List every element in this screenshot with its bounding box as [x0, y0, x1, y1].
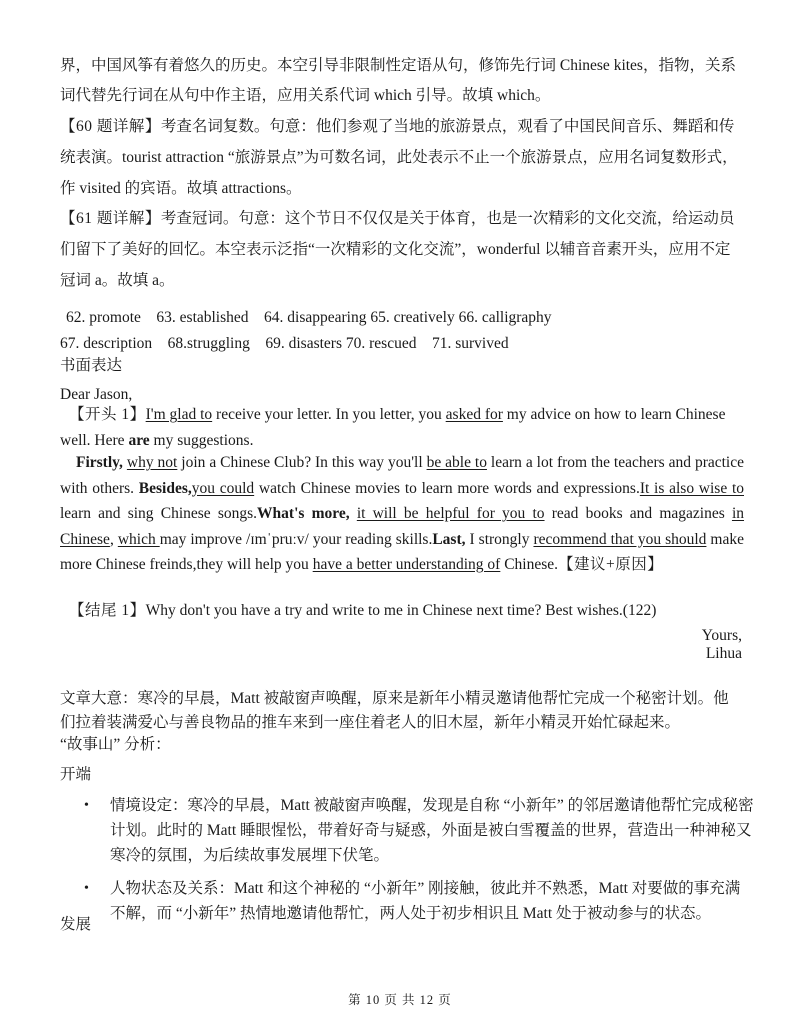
story-summary-line-2: 们拉着装满爱心与善良物品的推车来到一座住着老人的旧木屋，新年小精灵开始忙碌起来。 — [60, 714, 681, 731]
stage-beginning-title: 开端 — [60, 766, 92, 783]
letter-closing: 【结尾 1】Why don't you have a try and write to me in Chinese next time? Best wishes.(122) — [69, 602, 657, 619]
analysis-60-line-2: 统表演。tourist attraction “旅游景点”为可数名词，此处表示不止一个旅游景点，应用名词复数形式， — [60, 149, 738, 166]
answer-key-row-2: 67. description 68.struggling 69. disasters 70. rescued 71. survived — [60, 335, 509, 352]
analysis-59-line-1: 界，中国风筝有着悠久的历史。本空引导非限制性定语从句，修饰先行词 Chinese kites，指物，关系 — [60, 57, 736, 74]
bullet-icon: • — [84, 881, 89, 896]
bullet-icon: • — [84, 798, 89, 813]
analysis-61-line-3: 冠词 a。故填 a。 — [60, 272, 175, 289]
letter-salutation: Dear Jason, — [60, 386, 133, 403]
answer-key-row-1: 62. promote 63. established 64. disappearing 65. creatively 66. calligraphy — [66, 309, 552, 326]
stage-development-title: 发展 — [60, 916, 92, 933]
analysis-59-line-2: 词代替先行词在从句中作主语，应用关系代词 which 引导。故填 which。 — [60, 87, 551, 104]
story-mountain-label: “故事山” 分析： — [60, 736, 171, 753]
list-item: • 人物状态及关系：Matt 和这个神秘的 “小新年” 刚接触，彼此并不熟悉，Matt 对要做的事充满不解，而 “小新年” 热情地邀请他帮忙，两人处于初步相识且 Matt 处于被动参与的状态。 — [82, 876, 754, 926]
analysis-60-line-3: 作 visited 的宾语。故填 attractions。 — [60, 180, 302, 197]
analysis-60-tag: 【60 题详解】 — [60, 118, 161, 135]
analysis-61-line-1: 【61 题详解】考查冠词。句意：这个节日不仅仅是关于体育，也是一次精彩的文化交流，给运动员 — [60, 210, 735, 227]
letter-sign-off: Yours, — [701, 627, 742, 644]
writing-section-title: 书面表达 — [60, 357, 123, 374]
analysis-61-line-2: 们留下了美好的回忆。本空表示泛指“一次精彩的文化交流”，wonderful 以辅音音素开头，应用不定 — [60, 241, 731, 258]
analysis-60-line-1: 【60 题详解】考查名词复数。句意：他们参观了当地的旅游景点，观看了中国民间音乐、舞蹈和传 — [60, 118, 735, 135]
letter-opening-paragraph: 【开头 1】I'm glad to receive your letter. In you letter, you asked for my advice on how to learn Chinese well. Here are my suggestions. — [60, 406, 726, 449]
beginning-analysis-list — [82, 793, 754, 934]
list-item: • 情境设定：寒冷的早晨，Matt 被敲窗声唤醒，发现是自称 “小新年” 的邻居邀请他帮忙完成秘密计划。此时的 Matt 睡眼惺忪，带着好奇与疑惑，外面是被白雪覆盖的世界，营造出一种神秘又寒冷的氛围，为后续故事发展埋下伏笔。 — [82, 793, 754, 868]
analysis-61-tag: 【61 题详解】 — [60, 210, 161, 227]
closing-tag: 【结尾 1】 — [69, 602, 146, 619]
opening-tag: 【开头 1】 — [69, 406, 146, 423]
letter-body-paragraph: Firstly, why not join a Chinese Club? In this way you'll be able to learn a lot from the teachers and practice with others. Besides,you could watch Chinese movies to learn more words and expressions.It is also wise to learn and sing Chinese songs.What's more, it will be helpful for you to read books and magazines in Chinese, which may improve /ɪmˈpruːv/ your reading skills.Last, I strongly recommend that you should make more Chinese freinds,they will help you have a better understanding of Chinese.【建议+原因】 — [60, 454, 745, 573]
body-tag: 【建议+原因】 — [558, 556, 664, 573]
story-summary-line-1: 文章大意：寒冷的早晨，Matt 被敲窗声唤醒，原来是新年小精灵邀请他帮忙完成一个秘密计划。他 — [60, 690, 729, 707]
letter-signature: Lihua — [705, 645, 742, 662]
page-footer: 第 10 页 共 12 页 — [348, 993, 452, 1007]
